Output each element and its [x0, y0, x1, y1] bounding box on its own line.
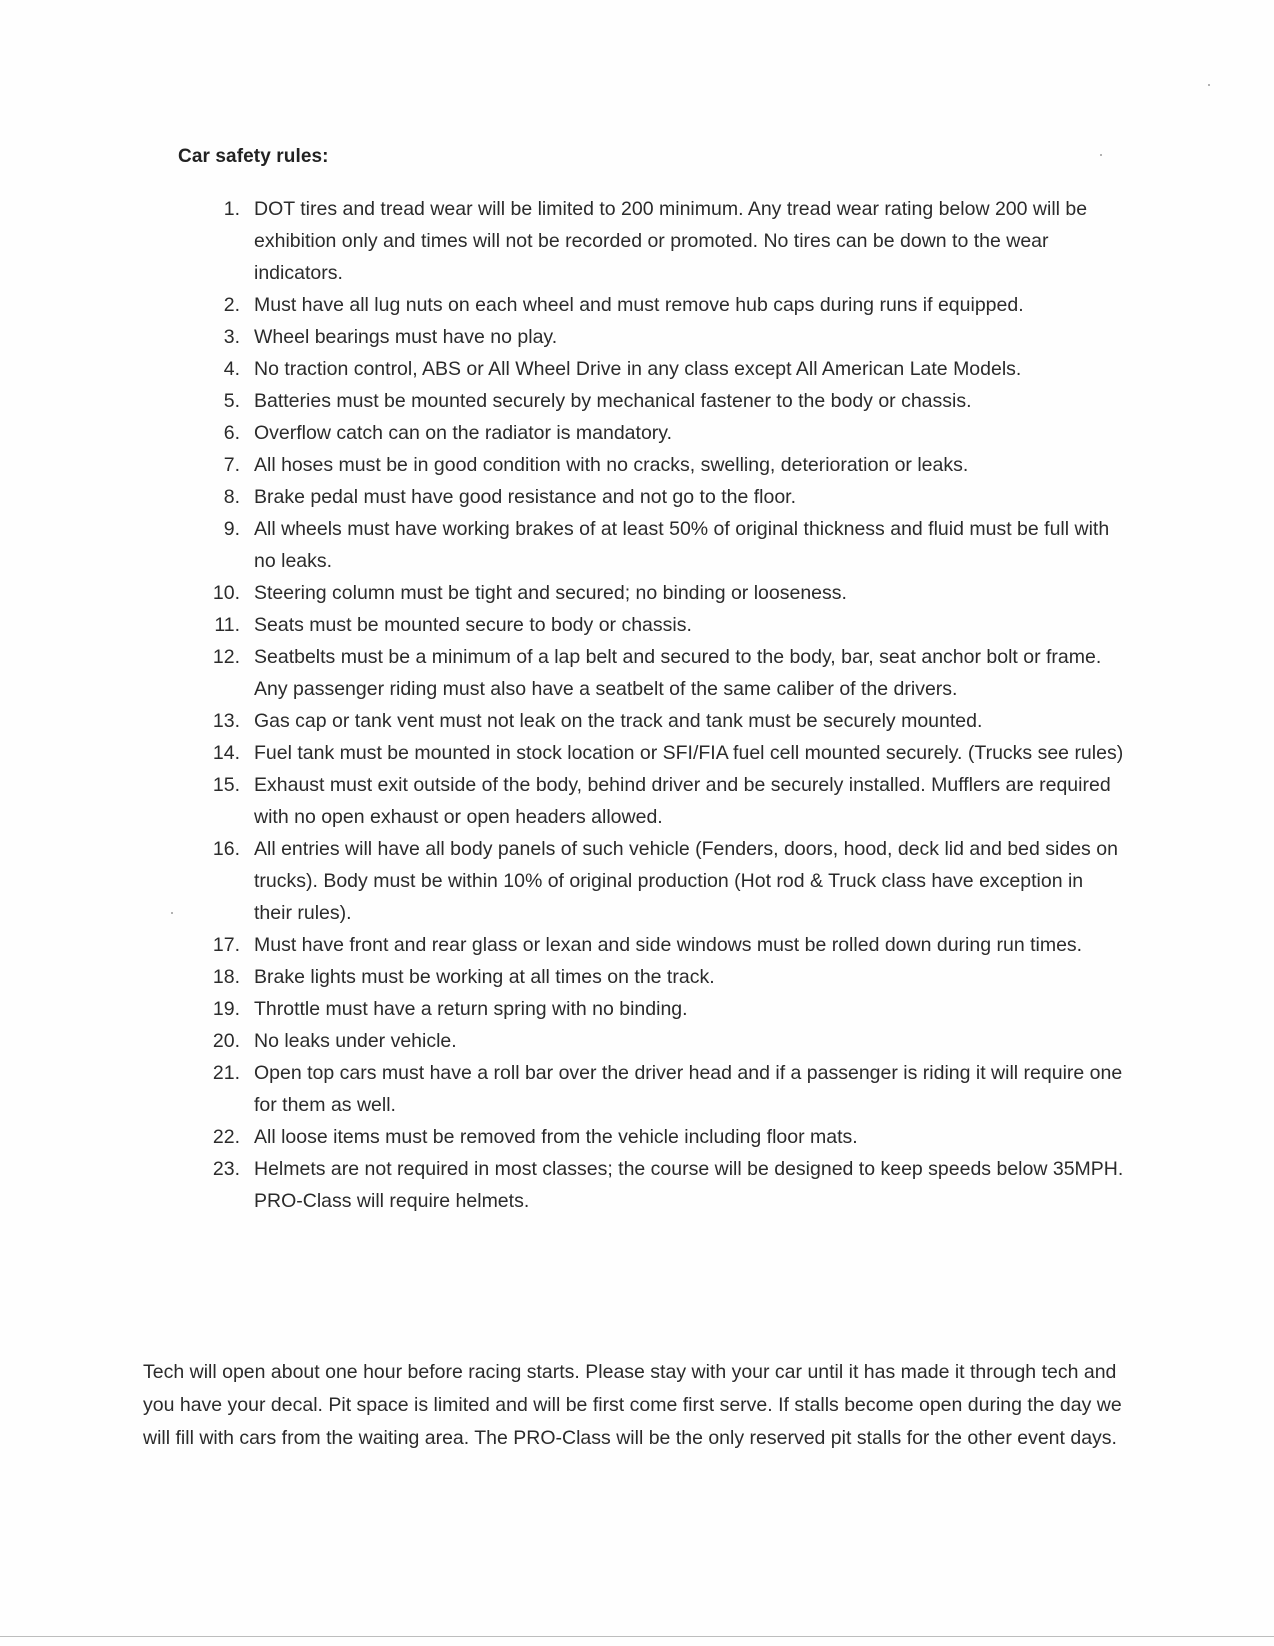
rule-number: 16. [212, 838, 240, 860]
rule-text: Steering column must be tight and secured; no binding or looseness. [254, 582, 847, 604]
rule-item [206, 993, 1126, 1025]
rule-text: All loose items must be removed from the vehicle including floor mats. [254, 1126, 858, 1148]
rule-text: Seatbelts must be a minimum of a lap belt and secured to the body, bar, seat anchor bolt or frame. Any passenger riding must also have a seatbelt of the same caliber of the drivers. [254, 646, 1102, 700]
rule-item [206, 481, 1126, 513]
rule-text: Gas cap or tank vent must not leak on the track and tank must be securely mounted. [254, 710, 983, 732]
rule-text: Exhaust must exit outside of the body, behind driver and be securely installed. Mufflers are required with no open exhaust or open headers allowed. [254, 774, 1111, 828]
rule-item [206, 1025, 1126, 1057]
rule-text: DOT tires and tread wear will be limited to 200 minimum. Any tread wear rating below 200 will be exhibition only and times will not be recorded or promoted. No tires can be down to the wear indicators. [254, 198, 1088, 284]
rule-text: Overflow catch can on the radiator is mandatory. [254, 422, 673, 444]
rule-number: 20. [212, 1030, 240, 1052]
rule-text: Open top cars must have a roll bar over the driver head and if a passenger is riding it will require one for them as well. [254, 1062, 1123, 1116]
rule-item [206, 961, 1126, 993]
tech-info-paragraph: Tech will open about one hour before racing starts. Please stay with your car until it has made it through tech and you have your decal. Pit space is limited and will be first come first serve. If stalls become open during the day we will fill with cars from the waiting area. The PRO-Class will be the only reserved pit stalls for the other event days. [143, 1361, 1122, 1449]
rule-text: Brake lights must be working at all times on the track. [254, 966, 715, 988]
scan-speck [171, 912, 173, 914]
rule-number: 15. [212, 774, 240, 796]
rule-item [206, 641, 1126, 705]
rule-number: 6. [223, 422, 240, 444]
rule-item [206, 449, 1126, 481]
rule-item [206, 417, 1126, 449]
rule-item [206, 769, 1126, 833]
rule-item [206, 193, 1126, 289]
rule-number: 19. [212, 998, 240, 1020]
rule-item [206, 289, 1126, 321]
rule-item [206, 705, 1126, 737]
rule-item [206, 513, 1126, 577]
rule-item [206, 833, 1126, 929]
rule-item [206, 577, 1126, 609]
rule-item [206, 385, 1126, 417]
rule-number: 5. [223, 390, 240, 412]
rule-number: 8. [223, 486, 240, 508]
rule-number: 17. [212, 934, 240, 956]
scan-speck [1100, 154, 1102, 156]
rule-number: 2. [223, 294, 240, 316]
rule-number: 11. [214, 614, 240, 636]
rule-number: 12. [212, 646, 240, 668]
rule-number: 9. [223, 518, 240, 540]
rules-list [206, 193, 1126, 1217]
scan-edge-line [0, 1636, 1274, 1637]
rule-item [206, 929, 1126, 961]
rule-number: 10. [212, 582, 240, 604]
rule-text: Throttle must have a return spring with no binding. [254, 998, 688, 1020]
rule-item [206, 609, 1126, 641]
rule-number: 13. [212, 710, 240, 732]
rule-item [206, 1153, 1126, 1217]
rule-number: 1. [223, 198, 240, 220]
rule-item [206, 737, 1126, 769]
rule-number: 18. [212, 966, 240, 988]
rule-text: Must have all lug nuts on each wheel and must remove hub caps during runs if equipped. [254, 294, 1024, 316]
rule-number: 21. [212, 1062, 240, 1084]
rule-number: 14. [212, 742, 240, 764]
rule-text: Seats must be mounted secure to body or chassis. [254, 614, 692, 636]
rule-text: Fuel tank must be mounted in stock location or SFI/FIA fuel cell mounted securely. (Trucks see rules) [254, 742, 1124, 764]
scan-speck [1208, 84, 1210, 86]
rule-number: 7. [223, 454, 240, 476]
rule-number: 4. [223, 358, 240, 380]
rule-text: No traction control, ABS or All Wheel Drive in any class except All American Late Models. [254, 358, 1022, 380]
rule-item [206, 1121, 1126, 1153]
page-heading: Car safety rules: [178, 146, 329, 167]
rule-number: 3. [223, 326, 240, 348]
rule-text: Wheel bearings must have no play. [254, 326, 558, 348]
rule-text: Batteries must be mounted securely by mechanical fastener to the body or chassis. [254, 390, 972, 412]
rule-text: Brake pedal must have good resistance and not go to the floor. [254, 486, 797, 508]
rule-item [206, 321, 1126, 353]
rule-number: 22. [212, 1126, 240, 1148]
rule-text: Helmets are not required in most classes; the course will be designed to keep speeds below 35MPH. PRO-Class will require helmets. [254, 1158, 1124, 1212]
rule-text: No leaks under vehicle. [254, 1030, 457, 1052]
rule-text: All entries will have all body panels of such vehicle (Fenders, doors, hood, deck lid and bed sides on trucks). Body must be within 10% of original production (Hot rod & Truck class have exception in their rules). [254, 838, 1118, 924]
rule-text: Must have front and rear glass or lexan and side windows must be rolled down during run times. [254, 934, 1083, 956]
rule-number: 23. [212, 1158, 240, 1180]
rule-item [206, 1057, 1126, 1121]
rule-text: All wheels must have working brakes of at least 50% of original thickness and fluid must be full with no leaks. [254, 518, 1110, 572]
rule-item [206, 353, 1126, 385]
rule-text: All hoses must be in good condition with no cracks, swelling, deterioration or leaks. [254, 454, 969, 476]
